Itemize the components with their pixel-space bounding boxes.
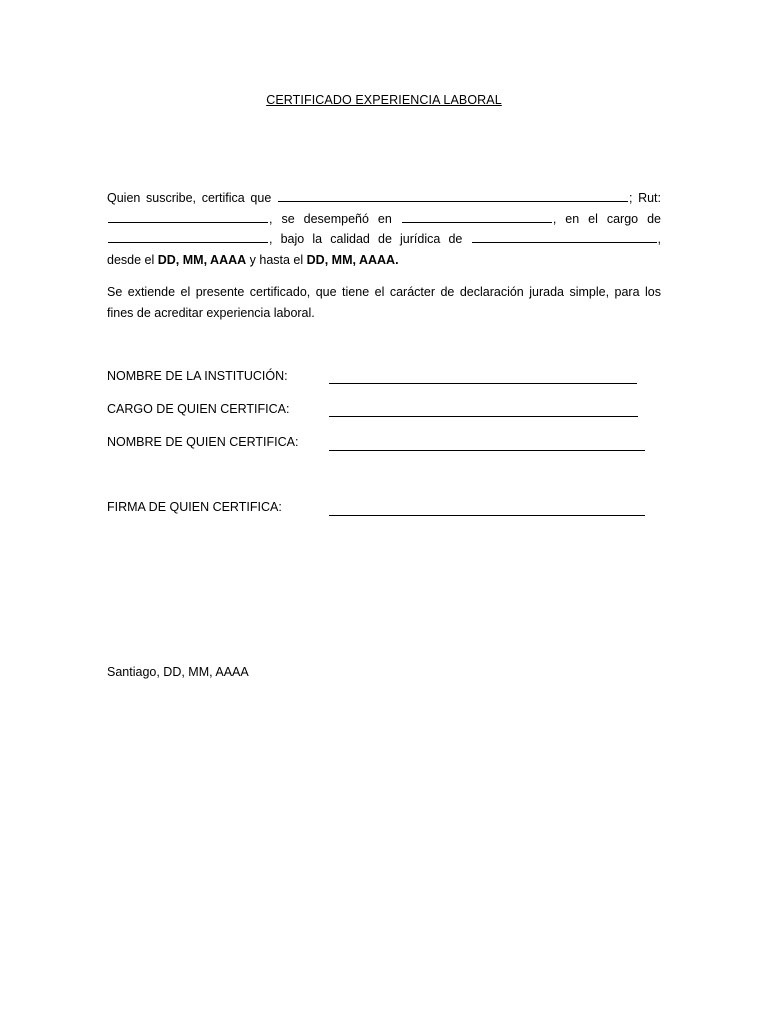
field-line-cargo [329,416,638,417]
company-blank [402,210,552,223]
name-blank [278,189,628,202]
place-date-footer: Santiago, DD, MM, AAAA [107,665,249,679]
field-line-institucion [329,383,637,384]
field-label-institucion: NOMBRE DE LA INSTITUCIÓN: [107,369,288,383]
text-comma: , [657,232,661,246]
text-en-el-cargo: , en el cargo de [552,211,662,226]
position-blank [108,230,268,243]
certification-paragraph [107,188,661,270]
document-title: CERTIFICADO EXPERIENCIA LABORAL [266,93,502,107]
field-label-cargo: CARGO DE QUIEN CERTIFICA: [107,402,290,416]
text-se-desempeno: , se desempeñó en [269,211,392,226]
date-to: DD, MM, AAAA. [306,252,399,267]
declaration-paragraph: Se extiende el presente certificado, que tiene el carácter de declaración jurada simple, para los fines de acreditar experiencia laboral. [107,285,661,320]
field-line-firma [329,515,645,516]
field-label-nombre: NOMBRE DE QUIEN CERTIFICA: [107,435,299,449]
rut-blank [108,210,268,223]
text-y-hasta-el: y hasta el [249,252,304,267]
text-bajo-la-calidad: , bajo la calidad de jurídica de [269,232,463,246]
field-label-firma: FIRMA DE QUIEN CERTIFICA: [107,500,282,514]
date-from: DD, MM, AAAA [157,252,247,267]
text-rut: ; Rut: [628,191,662,205]
text-quien-suscribe: Quien suscribe, certifica que [107,191,272,205]
text-desde-el: desde el [107,252,155,267]
field-line-nombre [329,450,645,451]
legal-status-blank [472,230,657,243]
